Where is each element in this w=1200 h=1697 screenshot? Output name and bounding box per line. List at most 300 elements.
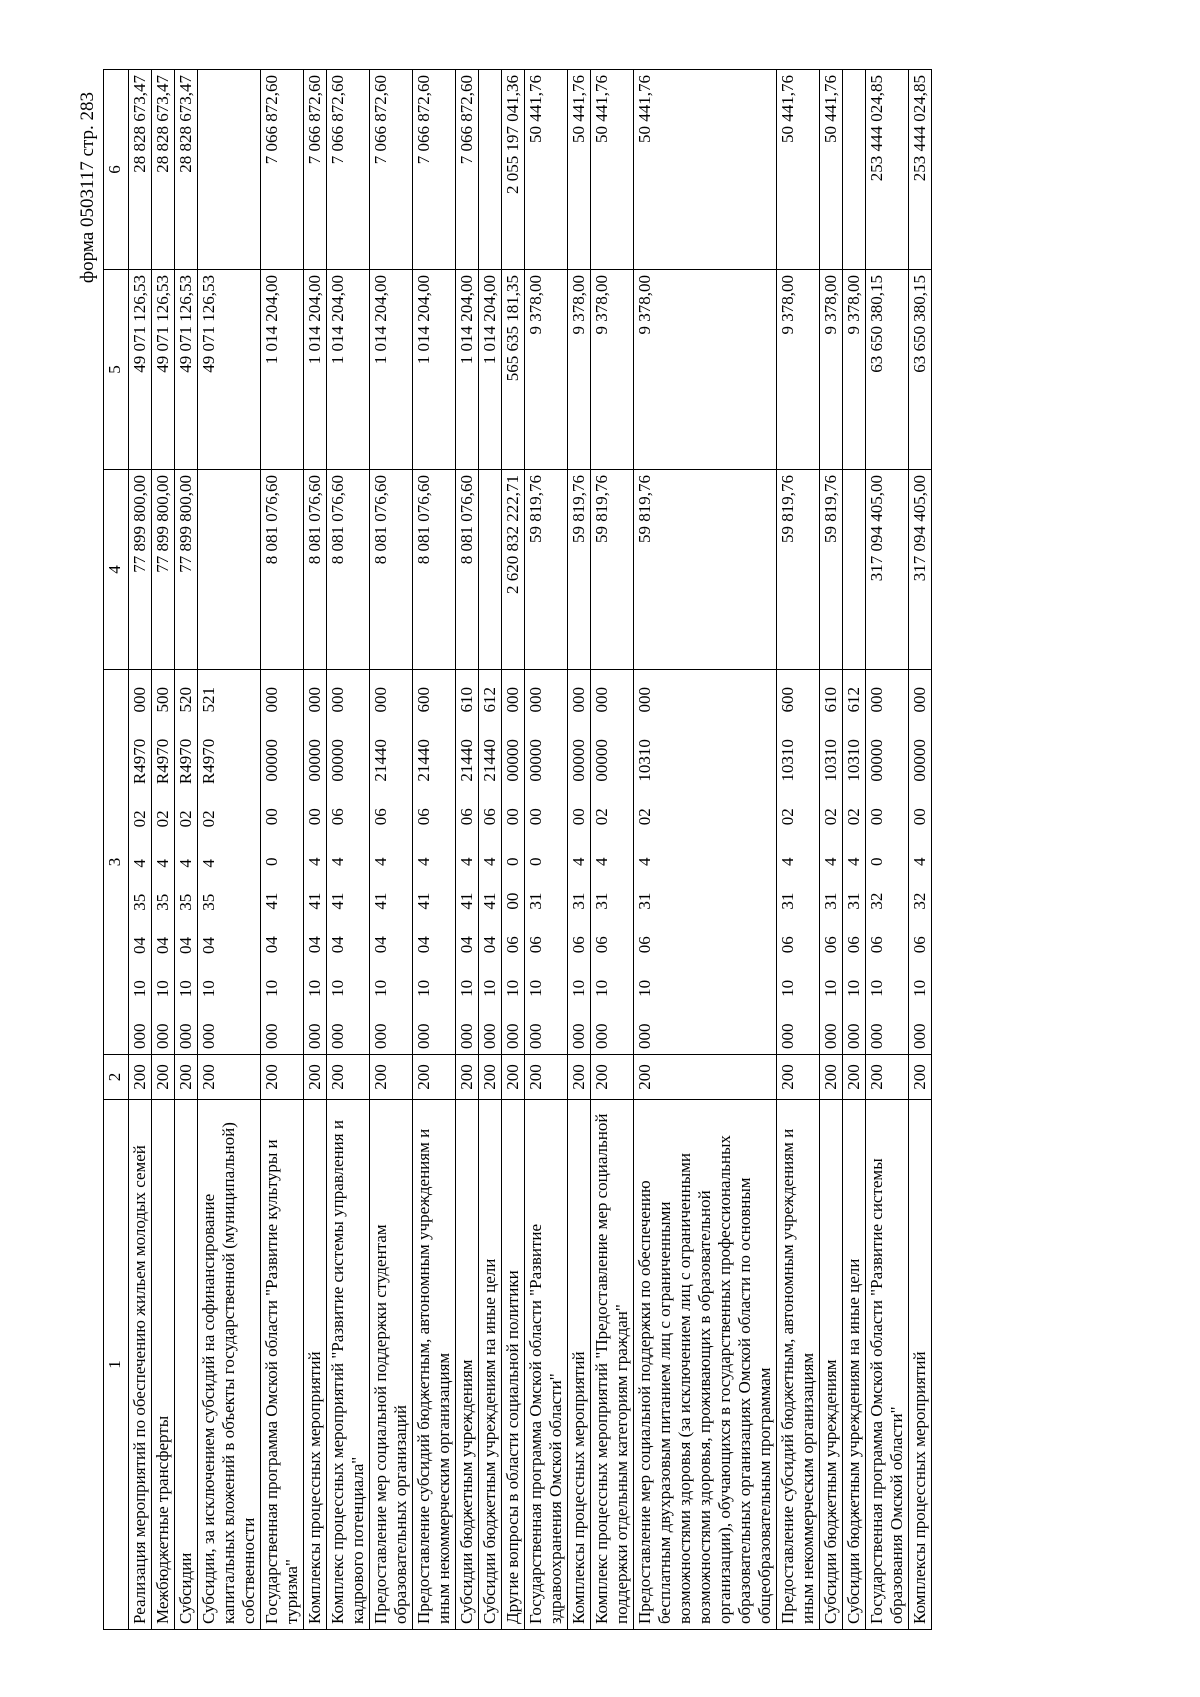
row-amount-c6 xyxy=(198,70,261,270)
code-part: 10 xyxy=(130,980,149,998)
code-part: 600 xyxy=(414,687,433,713)
code-part: 02 xyxy=(778,808,797,826)
code-part: 06 xyxy=(844,936,863,954)
row-amount-c6: 7 066 872,60 xyxy=(327,70,370,270)
row-classification-code xyxy=(304,670,327,1055)
row-classification-code xyxy=(634,670,777,1055)
row-name: Субсидии, за исключением субсидий на софинансирование капитальных вложений в объекты государственной (муниципальной) собственности xyxy=(198,1100,261,1630)
code-part: 31 xyxy=(592,892,611,910)
code-part: 0 xyxy=(262,857,281,866)
row-amount-c4 xyxy=(843,470,866,670)
row-amount-c4: 8 081 076,60 xyxy=(304,470,327,670)
row-classification-code xyxy=(866,670,909,1055)
row-admin-code: 200 xyxy=(568,1055,591,1100)
code-part: 4 xyxy=(635,857,654,866)
code-part: 612 xyxy=(480,687,499,713)
row-name: Предоставление субсидий бюджетным, автономным учреждениям и иным некоммерческим организациям xyxy=(777,1100,820,1630)
code-part: 00000 xyxy=(526,739,545,782)
code-part: 06 xyxy=(569,936,588,954)
row-admin-code: 200 xyxy=(525,1055,568,1100)
row-name: Предоставление мер социальной поддержки по обеспечению бесплатным двухразовым питанием лиц с ограниченными возможностями здоровья (за исключением лиц с ограниченными возможностями здоровья, проживающих в образовательной организации), обучающихся в государственных профессиональных образовательных организациях Омской области по основным общеобразовательным программам xyxy=(634,1100,777,1630)
code-part: 04 xyxy=(414,936,433,954)
row-admin-code: 200 xyxy=(843,1055,866,1100)
table-row xyxy=(327,70,370,1630)
code-parts xyxy=(262,675,282,1049)
row-amount-c5: 1 014 204,00 xyxy=(370,270,413,470)
code-part: 000 xyxy=(371,687,390,713)
table-row xyxy=(370,70,413,1630)
code-part: 4 xyxy=(910,857,929,866)
code-part: 04 xyxy=(328,936,347,954)
row-amount-c5: 1 014 204,00 xyxy=(479,270,502,470)
code-parts xyxy=(371,675,391,1049)
row-amount-c6: 7 066 872,60 xyxy=(370,70,413,270)
row-amount-c4: 59 819,76 xyxy=(525,470,568,670)
row-classification-code xyxy=(909,670,932,1055)
code-part: R4970 xyxy=(199,738,218,785)
row-amount-c6: 28 828 673,47 xyxy=(152,70,175,270)
code-parts xyxy=(305,675,325,1049)
row-amount-c4 xyxy=(479,470,502,670)
code-part: 000 xyxy=(199,1023,218,1049)
row-admin-code: 200 xyxy=(909,1055,932,1100)
code-part: 06 xyxy=(592,936,611,954)
code-part: R4970 xyxy=(176,738,195,785)
code-part: 06 xyxy=(821,936,840,954)
code-part: 0 xyxy=(867,857,886,866)
code-parts xyxy=(844,675,864,1049)
code-part: 10 xyxy=(371,979,390,997)
row-amount-c5: 9 378,00 xyxy=(820,270,843,470)
code-part: 10 xyxy=(569,979,588,997)
code-part: 04 xyxy=(176,937,195,955)
code-parts xyxy=(457,675,477,1049)
row-amount-c5: 565 635 181,35 xyxy=(502,270,525,470)
code-part: 41 xyxy=(305,892,324,910)
code-part: 06 xyxy=(371,808,390,826)
code-part: 06 xyxy=(526,936,545,954)
row-amount-c4: 59 819,76 xyxy=(820,470,843,670)
code-parts xyxy=(778,675,798,1049)
row-classification-code xyxy=(456,670,479,1055)
row-amount-c4: 59 819,76 xyxy=(591,470,634,670)
row-amount-c6: 7 066 872,60 xyxy=(456,70,479,270)
code-part: 00 xyxy=(503,892,522,910)
code-part: 610 xyxy=(457,687,476,713)
row-amount-c4: 8 081 076,60 xyxy=(261,470,304,670)
code-part: 06 xyxy=(910,936,929,954)
row-amount-c5: 1 014 204,00 xyxy=(327,270,370,470)
code-part: 4 xyxy=(199,859,218,868)
row-amount-c6 xyxy=(479,70,502,270)
code-part: 4 xyxy=(153,859,172,868)
row-admin-code: 200 xyxy=(152,1055,175,1100)
row-amount-c4 xyxy=(198,470,261,670)
code-part: 41 xyxy=(371,892,390,910)
code-part: 000 xyxy=(592,1023,611,1049)
code-part: 0 xyxy=(503,857,522,866)
row-amount-c6: 253 444 024,85 xyxy=(866,70,909,270)
row-amount-c4: 8 081 076,60 xyxy=(413,470,456,670)
code-part: 06 xyxy=(480,808,499,826)
code-part: 06 xyxy=(503,936,522,954)
row-admin-code: 200 xyxy=(261,1055,304,1100)
table-body xyxy=(129,70,932,1630)
row-name: Субсидии бюджетным учреждениям на иные цели xyxy=(479,1100,502,1630)
code-part: 02 xyxy=(635,808,654,826)
code-part: 04 xyxy=(480,936,499,954)
row-admin-code: 200 xyxy=(866,1055,909,1100)
row-name: Межбюджетные трансферты xyxy=(152,1100,175,1630)
column-header: 2 xyxy=(104,1055,129,1100)
row-amount-c6: 28 828 673,47 xyxy=(175,70,198,270)
row-amount-c6: 28 828 673,47 xyxy=(129,70,152,270)
code-part: 06 xyxy=(778,936,797,954)
row-amount-c6: 50 441,76 xyxy=(634,70,777,270)
code-part: 000 xyxy=(328,687,347,713)
row-amount-c4: 8 081 076,60 xyxy=(456,470,479,670)
row-amount-c4: 2 620 832 222,71 xyxy=(502,470,525,670)
code-part: 000 xyxy=(503,687,522,713)
row-amount-c5: 49 071 126,53 xyxy=(129,270,152,470)
code-part: 00 xyxy=(262,808,281,826)
column-header: 6 xyxy=(104,70,129,270)
code-part: 35 xyxy=(153,893,172,911)
row-admin-code: 200 xyxy=(502,1055,525,1100)
code-part: 00000 xyxy=(867,739,886,782)
table-row xyxy=(175,70,198,1630)
code-part: 21440 xyxy=(457,739,476,782)
code-part: 04 xyxy=(305,936,324,954)
code-part: 10310 xyxy=(844,739,863,782)
row-classification-code xyxy=(777,670,820,1055)
code-part: 00000 xyxy=(592,739,611,782)
row-amount-c5: 1 014 204,00 xyxy=(413,270,456,470)
code-part: 04 xyxy=(371,936,390,954)
row-classification-code xyxy=(568,670,591,1055)
row-admin-code: 200 xyxy=(591,1055,634,1100)
code-part: 04 xyxy=(457,936,476,954)
code-part: 00 xyxy=(910,808,929,826)
table-row xyxy=(479,70,502,1630)
code-part: 4 xyxy=(305,857,324,866)
table-row xyxy=(909,70,932,1630)
row-classification-code xyxy=(820,670,843,1055)
row-amount-c4: 59 819,76 xyxy=(568,470,591,670)
code-part: 00000 xyxy=(569,739,588,782)
code-part: 000 xyxy=(910,687,929,713)
row-amount-c5: 9 378,00 xyxy=(634,270,777,470)
code-part: 10 xyxy=(457,979,476,997)
code-part: 02 xyxy=(821,808,840,826)
code-part: 10 xyxy=(176,980,195,998)
code-part: 4 xyxy=(328,857,347,866)
table-row xyxy=(866,70,909,1630)
code-parts xyxy=(130,675,150,1049)
code-part: 10 xyxy=(910,979,929,997)
row-amount-c4: 317 094 405,00 xyxy=(909,470,932,670)
code-part: 31 xyxy=(844,892,863,910)
code-part: 000 xyxy=(503,1023,522,1049)
code-parts xyxy=(414,675,434,1049)
code-part: 00000 xyxy=(305,739,324,782)
code-part: 000 xyxy=(262,1023,281,1049)
code-part: 21440 xyxy=(480,739,499,782)
row-amount-c5: 63 650 380,15 xyxy=(909,270,932,470)
code-parts xyxy=(153,675,173,1049)
code-part: 10 xyxy=(503,979,522,997)
code-part: 10 xyxy=(635,979,654,997)
code-part: 000 xyxy=(130,687,149,713)
row-amount-c4: 59 819,76 xyxy=(634,470,777,670)
code-part: 10 xyxy=(592,979,611,997)
row-admin-code: 200 xyxy=(479,1055,502,1100)
code-part: 00 xyxy=(305,808,324,826)
code-part: 00 xyxy=(867,808,886,826)
row-classification-code xyxy=(370,670,413,1055)
row-admin-code: 200 xyxy=(634,1055,777,1100)
code-part: 41 xyxy=(262,892,281,910)
code-part: 10 xyxy=(305,979,324,997)
row-classification-code xyxy=(413,670,456,1055)
code-part: 02 xyxy=(153,810,172,828)
code-parts xyxy=(526,675,546,1049)
code-part: 000 xyxy=(371,1023,390,1049)
row-amount-c6: 50 441,76 xyxy=(568,70,591,270)
row-name: Комплексы процессных мероприятий xyxy=(909,1100,932,1630)
code-part: 35 xyxy=(199,893,218,911)
row-amount-c5: 1 014 204,00 xyxy=(304,270,327,470)
row-name: Субсидии бюджетным учреждениям xyxy=(820,1100,843,1630)
row-classification-code xyxy=(525,670,568,1055)
code-part: 31 xyxy=(526,892,545,910)
code-part: 520 xyxy=(176,687,195,713)
code-part: 06 xyxy=(414,808,433,826)
row-amount-c5: 9 378,00 xyxy=(525,270,568,470)
row-admin-code: 200 xyxy=(456,1055,479,1100)
code-part: 000 xyxy=(778,1023,797,1049)
row-amount-c6: 7 066 872,60 xyxy=(413,70,456,270)
column-header: 1 xyxy=(104,1100,129,1630)
code-part: 10 xyxy=(328,979,347,997)
row-name: Комплекс процессных мероприятий "Предоставление мер социальной поддержки отдельным категориям граждан" xyxy=(591,1100,634,1630)
code-part: 000 xyxy=(153,1023,172,1049)
code-part: 4 xyxy=(844,857,863,866)
row-amount-c5: 9 378,00 xyxy=(568,270,591,470)
code-part: 000 xyxy=(821,1023,840,1049)
code-part: 02 xyxy=(176,810,195,828)
code-part: 31 xyxy=(778,892,797,910)
row-admin-code: 200 xyxy=(413,1055,456,1100)
table-row xyxy=(820,70,843,1630)
code-part: 06 xyxy=(457,808,476,826)
code-part: 02 xyxy=(844,808,863,826)
code-part: 10 xyxy=(153,980,172,998)
row-amount-c4: 8 081 076,60 xyxy=(370,470,413,670)
code-part: 35 xyxy=(176,893,195,911)
code-parts xyxy=(199,675,219,1049)
code-part: 000 xyxy=(844,1023,863,1049)
code-part: 000 xyxy=(867,687,886,713)
code-parts xyxy=(821,675,841,1049)
code-part: 00 xyxy=(526,808,545,826)
code-part: 000 xyxy=(176,1023,195,1049)
code-part: 41 xyxy=(328,892,347,910)
row-name: Предоставление мер социальной поддержки студентам образовательных организаций xyxy=(370,1100,413,1630)
code-part: 10310 xyxy=(778,739,797,782)
row-admin-code: 200 xyxy=(777,1055,820,1100)
code-part: 06 xyxy=(635,936,654,954)
row-name: Субсидии бюджетным учреждениям на иные цели xyxy=(843,1100,866,1630)
row-classification-code xyxy=(198,670,261,1055)
row-amount-c6: 253 444 024,85 xyxy=(909,70,932,270)
code-part: 00000 xyxy=(503,739,522,782)
row-name: Предоставление субсидий бюджетным, автономным учреждениям и иным некоммерческим организациям xyxy=(413,1100,456,1630)
row-amount-c4: 77 899 800,00 xyxy=(152,470,175,670)
code-part: 00000 xyxy=(910,739,929,782)
code-part: 10310 xyxy=(635,739,654,782)
rotated-page xyxy=(75,70,1095,1630)
row-amount-c4: 59 819,76 xyxy=(777,470,820,670)
code-part: 610 xyxy=(821,687,840,713)
code-part: 000 xyxy=(635,687,654,713)
code-part: 612 xyxy=(844,687,863,713)
table-row xyxy=(591,70,634,1630)
column-number-row xyxy=(104,70,129,1630)
code-part: 000 xyxy=(867,1023,886,1049)
row-classification-code xyxy=(175,670,198,1055)
table-row xyxy=(129,70,152,1630)
row-amount-c4: 8 081 076,60 xyxy=(327,470,370,670)
code-parts xyxy=(328,675,348,1049)
row-admin-code: 200 xyxy=(129,1055,152,1100)
code-parts xyxy=(176,675,196,1049)
code-part: 10310 xyxy=(821,739,840,782)
code-part: 000 xyxy=(526,687,545,713)
row-amount-c5: 1 014 204,00 xyxy=(456,270,479,470)
code-part: 31 xyxy=(569,892,588,910)
row-name: Субсидии бюджетным учреждениям xyxy=(456,1100,479,1630)
code-part: 000 xyxy=(569,687,588,713)
code-part: 4 xyxy=(130,859,149,868)
code-part: 10 xyxy=(844,979,863,997)
code-part: 31 xyxy=(821,892,840,910)
code-part: 4 xyxy=(569,857,588,866)
code-parts xyxy=(569,675,589,1049)
row-amount-c4: 317 094 405,00 xyxy=(866,470,909,670)
table-row xyxy=(777,70,820,1630)
code-part: 21440 xyxy=(371,739,390,782)
row-name: Субсидии xyxy=(175,1100,198,1630)
code-part: 000 xyxy=(262,687,281,713)
code-part: 31 xyxy=(635,892,654,910)
row-admin-code: 200 xyxy=(370,1055,413,1100)
code-part: 4 xyxy=(592,857,611,866)
code-part: 000 xyxy=(569,1023,588,1049)
row-amount-c6: 50 441,76 xyxy=(525,70,568,270)
code-part: 32 xyxy=(867,892,886,910)
row-name: Государственная программа Омской области "Развитие культуры и туризма" xyxy=(261,1100,304,1630)
table-row xyxy=(634,70,777,1630)
code-part: 06 xyxy=(867,936,886,954)
code-part: 10 xyxy=(867,979,886,997)
row-amount-c5: 9 378,00 xyxy=(843,270,866,470)
row-amount-c5: 63 650 380,15 xyxy=(866,270,909,470)
code-part: 00 xyxy=(503,808,522,826)
row-name: Реализация мероприятий по обеспечению жильем молодых семей xyxy=(129,1100,152,1630)
row-name: Другие вопросы в области социальной политики xyxy=(502,1100,525,1630)
code-part: 10 xyxy=(199,980,218,998)
row-classification-code xyxy=(129,670,152,1055)
row-amount-c6: 50 441,76 xyxy=(591,70,634,270)
row-amount-c6: 2 055 197 041,36 xyxy=(502,70,525,270)
form-label: форма 0503117 стр. 283 xyxy=(77,92,98,284)
code-part: 04 xyxy=(153,937,172,955)
code-part: 000 xyxy=(457,1023,476,1049)
row-name: Комплексы процессных мероприятий xyxy=(304,1100,327,1630)
code-part: 41 xyxy=(480,892,499,910)
row-name: Государственная программа Омской области "Развитие системы образования Омской области" xyxy=(866,1100,909,1630)
row-amount-c6: 50 441,76 xyxy=(820,70,843,270)
table-row xyxy=(198,70,261,1630)
row-classification-code xyxy=(327,670,370,1055)
row-amount-c5: 9 378,00 xyxy=(777,270,820,470)
row-amount-c4: 77 899 800,00 xyxy=(129,470,152,670)
code-part: 4 xyxy=(821,857,840,866)
row-amount-c6: 7 066 872,60 xyxy=(261,70,304,270)
row-classification-code xyxy=(261,670,304,1055)
row-classification-code xyxy=(502,670,525,1055)
code-part: 04 xyxy=(199,937,218,955)
code-part: 04 xyxy=(130,937,149,955)
code-part: 4 xyxy=(457,857,476,866)
code-part: 32 xyxy=(910,892,929,910)
code-parts xyxy=(480,675,500,1049)
row-amount-c5: 49 071 126,53 xyxy=(152,270,175,470)
row-amount-c5: 49 071 126,53 xyxy=(175,270,198,470)
row-name: Государственная программа Омской области "Развитие здравоохранения Омской области" xyxy=(525,1100,568,1630)
code-part: 500 xyxy=(153,687,172,713)
code-part: 10 xyxy=(526,979,545,997)
code-part: 000 xyxy=(480,1023,499,1049)
code-part: 0 xyxy=(526,857,545,866)
code-part: 000 xyxy=(130,1023,149,1049)
row-classification-code xyxy=(843,670,866,1055)
table-row xyxy=(304,70,327,1630)
table-row xyxy=(843,70,866,1630)
table-row xyxy=(456,70,479,1630)
row-amount-c6: 50 441,76 xyxy=(777,70,820,270)
row-admin-code: 200 xyxy=(198,1055,261,1100)
code-part: 06 xyxy=(328,808,347,826)
code-part: 000 xyxy=(305,687,324,713)
code-part: 4 xyxy=(371,857,390,866)
row-name: Комплекс процессных мероприятий "Развитие системы управления и кадрового потенциала" xyxy=(327,1100,370,1630)
row-admin-code: 200 xyxy=(175,1055,198,1100)
code-part: 000 xyxy=(910,1023,929,1049)
row-amount-c5: 1 014 204,00 xyxy=(261,270,304,470)
code-part: 10 xyxy=(778,979,797,997)
row-classification-code xyxy=(591,670,634,1055)
row-amount-c5: 49 071 126,53 xyxy=(198,270,261,470)
code-part: 000 xyxy=(305,1023,324,1049)
row-amount-c5: 9 378,00 xyxy=(591,270,634,470)
code-part: 000 xyxy=(414,1023,433,1049)
code-part: 02 xyxy=(130,810,149,828)
code-part: R4970 xyxy=(130,738,149,785)
code-part: 4 xyxy=(176,859,195,868)
row-name: Комплексы процессных мероприятий xyxy=(568,1100,591,1630)
